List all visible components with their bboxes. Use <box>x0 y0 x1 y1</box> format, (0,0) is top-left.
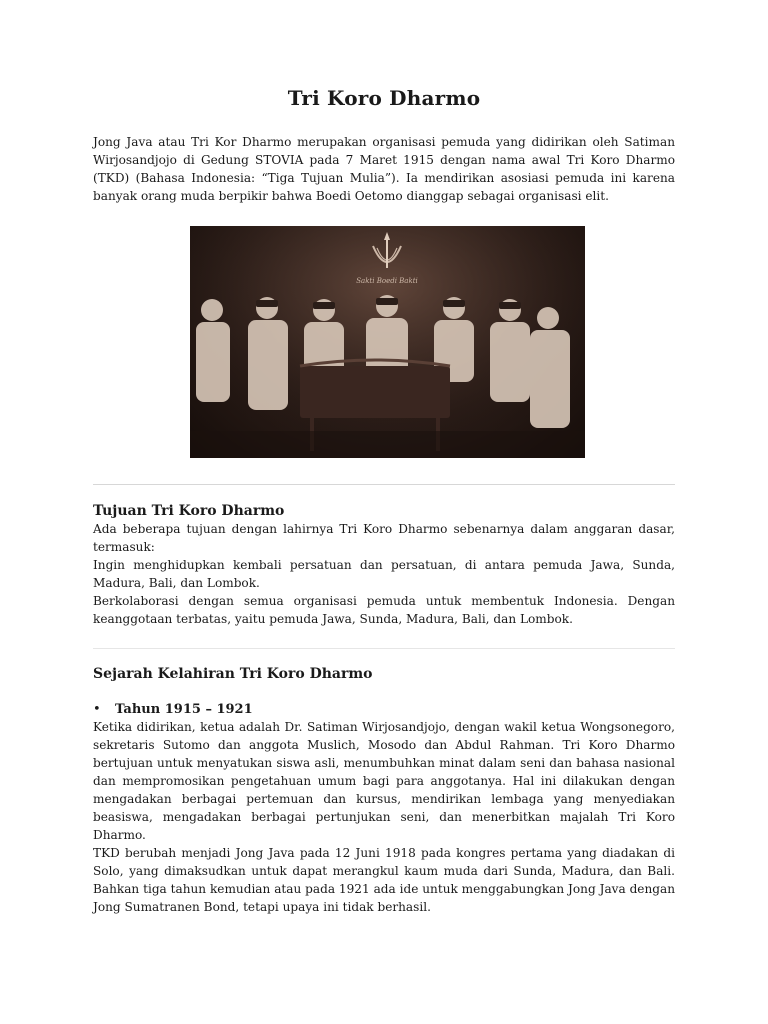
paragraph: Berkolaborasi dengan semua organisasi pemuda untuk membentuk Indonesia. Dengan keanggotaan terbatas, yaitu pemuda Jawa, Sunda, Madura, Bali, dan Lombok. <box>93 594 675 626</box>
emblem-text: Sakti Boedi Bakti <box>356 277 418 285</box>
bullet-item <box>93 702 253 717</box>
section-heading-sejarah: Sejarah Kelahiran Tri Koro Dharmo <box>93 666 373 682</box>
paragraph: Ada beberapa tujuan dengan lahirnya Tri Koro Dharmo sebenarnya dalam anggaran dasar, termasuk: <box>93 522 675 554</box>
paragraph: TKD berubah menjadi Jong Java pada 12 Juni 1918 pada kongres pertama yang diadakan di Solo, yang dimaksudkan untuk dapat merangkul kaum muda dari Sunda, Madura, dan Bali. Bahkan tiga tahun kemudian atau pada 1921 ada ide untuk menggabungkan Jong Java dengan Jong Sumatranen Bond, tetapi upaya ini tidak berhasil. <box>93 846 675 914</box>
section-body-sejarah <box>93 718 675 916</box>
section-divider <box>93 648 675 649</box>
historical-group-photo <box>190 226 585 458</box>
bullet-label: Tahun 1915 – 1921 <box>115 702 253 717</box>
photo-illustration <box>190 226 585 458</box>
bullet-dot-icon: • <box>93 702 101 717</box>
document-title: Tri Koro Dharmo <box>287 86 481 110</box>
section-heading-tujuan: Tujuan Tri Koro Dharmo <box>93 503 285 519</box>
intro-paragraph: Jong Java atau Tri Kor Dharmo merupakan organisasi pemuda yang didirikan oleh Satiman Wirjosandjojo di Gedung STOVIA pada 7 Maret 1915 dengan nama awal Tri Koro Dharmo (TKD) (Bahasa Indonesia: “Tiga Tujuan Mulia”). Ia mendirikan asosiasi pemuda ini karena banyak orang muda berpikir bahwa Boedi Oetomo dianggap sebagai organisasi elit. <box>93 135 675 203</box>
section-divider <box>93 484 675 485</box>
paragraph: Ingin menghidupkan kembali persatuan dan persatuan, di antara pemuda Jawa, Sunda, Madura, Bali, dan Lombok. <box>93 558 675 590</box>
paragraph: Ketika didirikan, ketua adalah Dr. Satiman Wirjosandjojo, dengan wakil ketua Wongsonegoro, sekretaris Sutomo dan anggota Muslich, Mosodo dan Abdul Rahman. Tri Koro Dharmo bertujuan untuk menyatukan siswa asli, menumbuhkan minat dalam seni dan bahasa nasional dan mempromosikan pengetahuan umum bagi para anggotanya. Hal ini dilakukan dengan mengadakan berbagai pertemuan dan kursus, mendirikan lembaga yang menyediakan beasiswa, mengadakan berbagai pertunjukan seni, dan menerbitkan majalah Tri Koro Dharmo. <box>93 720 675 842</box>
section-body-tujuan <box>93 520 675 628</box>
